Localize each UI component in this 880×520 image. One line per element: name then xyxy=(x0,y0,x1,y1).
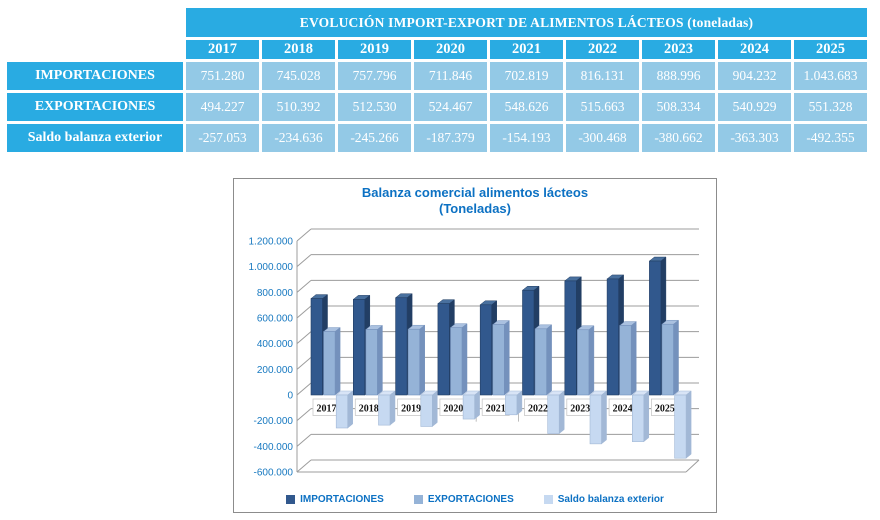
bar-saldo-balanza-exterior-2023 xyxy=(590,395,602,444)
gridline-depth-tick xyxy=(297,383,311,395)
bar-side-exportaciones-2019 xyxy=(420,325,425,395)
year-header-cell: 2019 xyxy=(338,40,411,59)
bar-side-exportaciones-2017 xyxy=(335,328,340,395)
bar-importaciones-2017 xyxy=(311,299,323,395)
chart-plot-area xyxy=(234,179,716,512)
year-header-cell: 2020 xyxy=(414,40,487,59)
value-cell: -154.193 xyxy=(490,124,563,152)
floor-corner-edge xyxy=(686,460,699,472)
value-cell: -492.355 xyxy=(794,124,867,152)
chart-title-line2: (Toneladas) xyxy=(439,201,511,216)
bar-saldo-balanza-exterior-2017 xyxy=(336,395,348,428)
table-row xyxy=(7,62,867,90)
value-cell: 904.232 xyxy=(718,62,791,90)
bar-saldo-balanza-exterior-2025 xyxy=(675,395,687,458)
row-label: EXPORTACIONES xyxy=(7,93,183,121)
bar-exportaciones-2017 xyxy=(324,332,336,395)
value-cell: -380.662 xyxy=(642,124,715,152)
year-header-cell: 2018 xyxy=(262,40,335,59)
bar-importaciones-2025 xyxy=(649,261,661,395)
value-cell: -187.379 xyxy=(414,124,487,152)
year-header-cell: 2021 xyxy=(490,40,563,59)
import-export-table xyxy=(4,5,870,155)
y-axis-label: 200.000 xyxy=(256,364,293,376)
gridline-depth-tick xyxy=(297,280,311,292)
chart-legend xyxy=(234,494,716,505)
year-header-cell: 2022 xyxy=(566,40,639,59)
value-cell: 548.626 xyxy=(490,93,563,121)
bar-importaciones-2021 xyxy=(480,305,492,395)
bar-exportaciones-2023 xyxy=(577,330,589,395)
value-cell: 510.392 xyxy=(262,93,335,121)
value-cell: 757.796 xyxy=(338,62,411,90)
bar-side-saldo-balanza-exterior-2025 xyxy=(686,391,691,458)
gridline-depth-tick xyxy=(297,357,311,369)
year-header-cell: 2017 xyxy=(186,40,259,59)
x-axis-label: 2025 xyxy=(654,403,675,415)
bar-side-exportaciones-2020 xyxy=(462,324,467,395)
legend-item-saldo xyxy=(544,494,664,505)
value-cell: 816.131 xyxy=(566,62,639,90)
bar-exportaciones-2024 xyxy=(620,326,632,395)
bar-importaciones-2019 xyxy=(396,298,408,395)
bar-saldo-balanza-exterior-2024 xyxy=(632,395,644,442)
y-axis-label: 1.000.000 xyxy=(248,262,293,274)
table-row xyxy=(7,124,867,152)
x-axis-label: 2020 xyxy=(443,403,464,415)
table-title: EVOLUCIÓN IMPORT-EXPORT DE ALIMENTOS LÁCTEOS (toneladas) xyxy=(186,8,867,37)
legend-swatch-icon xyxy=(286,495,295,504)
bar-importaciones-2024 xyxy=(607,279,619,395)
row-label: IMPORTACIONES xyxy=(7,62,183,90)
bar-exportaciones-2019 xyxy=(408,329,420,395)
value-cell: -234.636 xyxy=(262,124,335,152)
bar-saldo-balanza-exterior-2018 xyxy=(379,395,391,425)
bar-exportaciones-2020 xyxy=(451,328,463,395)
x-axis-label: 2018 xyxy=(358,403,379,415)
value-cell: 512.530 xyxy=(338,93,411,121)
y-axis-label: 800.000 xyxy=(256,287,293,299)
bar-saldo-balanza-exterior-2019 xyxy=(421,395,433,426)
bar-side-saldo-balanza-exterior-2018 xyxy=(390,391,395,425)
value-cell: 515.663 xyxy=(566,93,639,121)
gridline-depth-tick xyxy=(297,332,311,344)
bar-saldo-balanza-exterior-2020 xyxy=(463,395,475,419)
row-label: Saldo balanza exterior xyxy=(7,124,183,152)
bar-side-saldo-balanza-exterior-2024 xyxy=(644,391,649,442)
value-cell: 711.846 xyxy=(414,62,487,90)
year-header-cell: 2023 xyxy=(642,40,715,59)
gridline-depth-tick xyxy=(297,255,311,267)
x-axis-label: 2024 xyxy=(612,403,633,415)
x-axis-label: 2021 xyxy=(485,403,506,415)
bar-exportaciones-2021 xyxy=(493,325,505,395)
value-cell: 494.227 xyxy=(186,93,259,121)
y-axis-label: 1.200.000 xyxy=(248,236,293,248)
legend-item-importaciones xyxy=(286,494,384,505)
value-cell: 1.043.683 xyxy=(794,62,867,90)
bar-side-saldo-balanza-exterior-2023 xyxy=(602,391,607,444)
value-cell: 751.280 xyxy=(186,62,259,90)
value-cell: 540.929 xyxy=(718,93,791,121)
chart-title-line1: Balanza comercial alimentos lácteos xyxy=(361,185,589,200)
bar-side-exportaciones-2021 xyxy=(504,321,509,395)
value-cell: 551.328 xyxy=(794,93,867,121)
bar-exportaciones-2018 xyxy=(366,329,378,395)
bar-side-exportaciones-2022 xyxy=(547,325,552,395)
legend-label: IMPORTACIONES xyxy=(300,494,384,505)
x-axis-label: 2022 xyxy=(528,403,548,415)
value-cell: 702.819 xyxy=(490,62,563,90)
value-cell: -363.303 xyxy=(718,124,791,152)
bar-saldo-balanza-exterior-2021 xyxy=(505,395,517,415)
bar-side-exportaciones-2018 xyxy=(377,325,382,395)
y-axis-label: -400.000 xyxy=(253,441,293,453)
y-axis-label: -200.000 xyxy=(253,416,293,428)
balance-chart xyxy=(233,178,717,513)
legend-swatch-icon xyxy=(544,495,553,504)
bar-side-exportaciones-2023 xyxy=(589,326,594,395)
bar-side-saldo-balanza-exterior-2022 xyxy=(559,391,564,434)
bar-importaciones-2018 xyxy=(353,299,365,395)
value-cell: -257.053 xyxy=(186,124,259,152)
gridline-depth-tick xyxy=(297,229,311,241)
bar-side-exportaciones-2024 xyxy=(631,322,636,395)
value-cell: 508.334 xyxy=(642,93,715,121)
bar-side-saldo-balanza-exterior-2020 xyxy=(475,391,480,419)
value-cell: -245.266 xyxy=(338,124,411,152)
value-cell: -300.468 xyxy=(566,124,639,152)
bar-exportaciones-2025 xyxy=(662,324,674,395)
y-axis-label: -600.000 xyxy=(253,467,293,479)
legend-item-exportaciones xyxy=(414,494,514,505)
y-axis-label: 600.000 xyxy=(256,313,293,325)
bar-side-saldo-balanza-exterior-2017 xyxy=(348,391,353,428)
gridline-depth-tick xyxy=(297,460,311,472)
x-axis-label: 2023 xyxy=(570,403,591,415)
year-header-cell: 2024 xyxy=(718,40,791,59)
chart-title xyxy=(234,185,716,217)
value-cell: 745.028 xyxy=(262,62,335,90)
bar-side-exportaciones-2025 xyxy=(674,320,679,395)
table-corner-spacer xyxy=(7,40,183,59)
bar-importaciones-2023 xyxy=(565,281,577,395)
bar-importaciones-2022 xyxy=(523,290,535,395)
y-axis-label: 400.000 xyxy=(256,339,293,351)
bar-side-saldo-balanza-exterior-2021 xyxy=(517,391,522,415)
value-cell: 524.467 xyxy=(414,93,487,121)
gridline-depth-tick xyxy=(297,409,311,421)
value-cell: 888.996 xyxy=(642,62,715,90)
gridline-depth-tick xyxy=(297,434,311,446)
gridline-depth-tick xyxy=(297,306,311,318)
table-row xyxy=(7,93,867,121)
year-header-cell: 2025 xyxy=(794,40,867,59)
bar-importaciones-2020 xyxy=(438,304,450,395)
bar-exportaciones-2022 xyxy=(535,329,547,395)
y-axis-label: 0 xyxy=(287,390,293,402)
bar-saldo-balanza-exterior-2022 xyxy=(548,395,560,434)
bar-side-saldo-balanza-exterior-2019 xyxy=(432,391,437,426)
legend-swatch-icon xyxy=(414,495,423,504)
legend-label: EXPORTACIONES xyxy=(427,494,514,505)
x-axis-label: 2017 xyxy=(316,403,337,415)
table-corner-spacer xyxy=(7,8,183,37)
x-axis-label: 2019 xyxy=(401,403,422,415)
legend-label: Saldo balanza exterior xyxy=(557,494,664,505)
